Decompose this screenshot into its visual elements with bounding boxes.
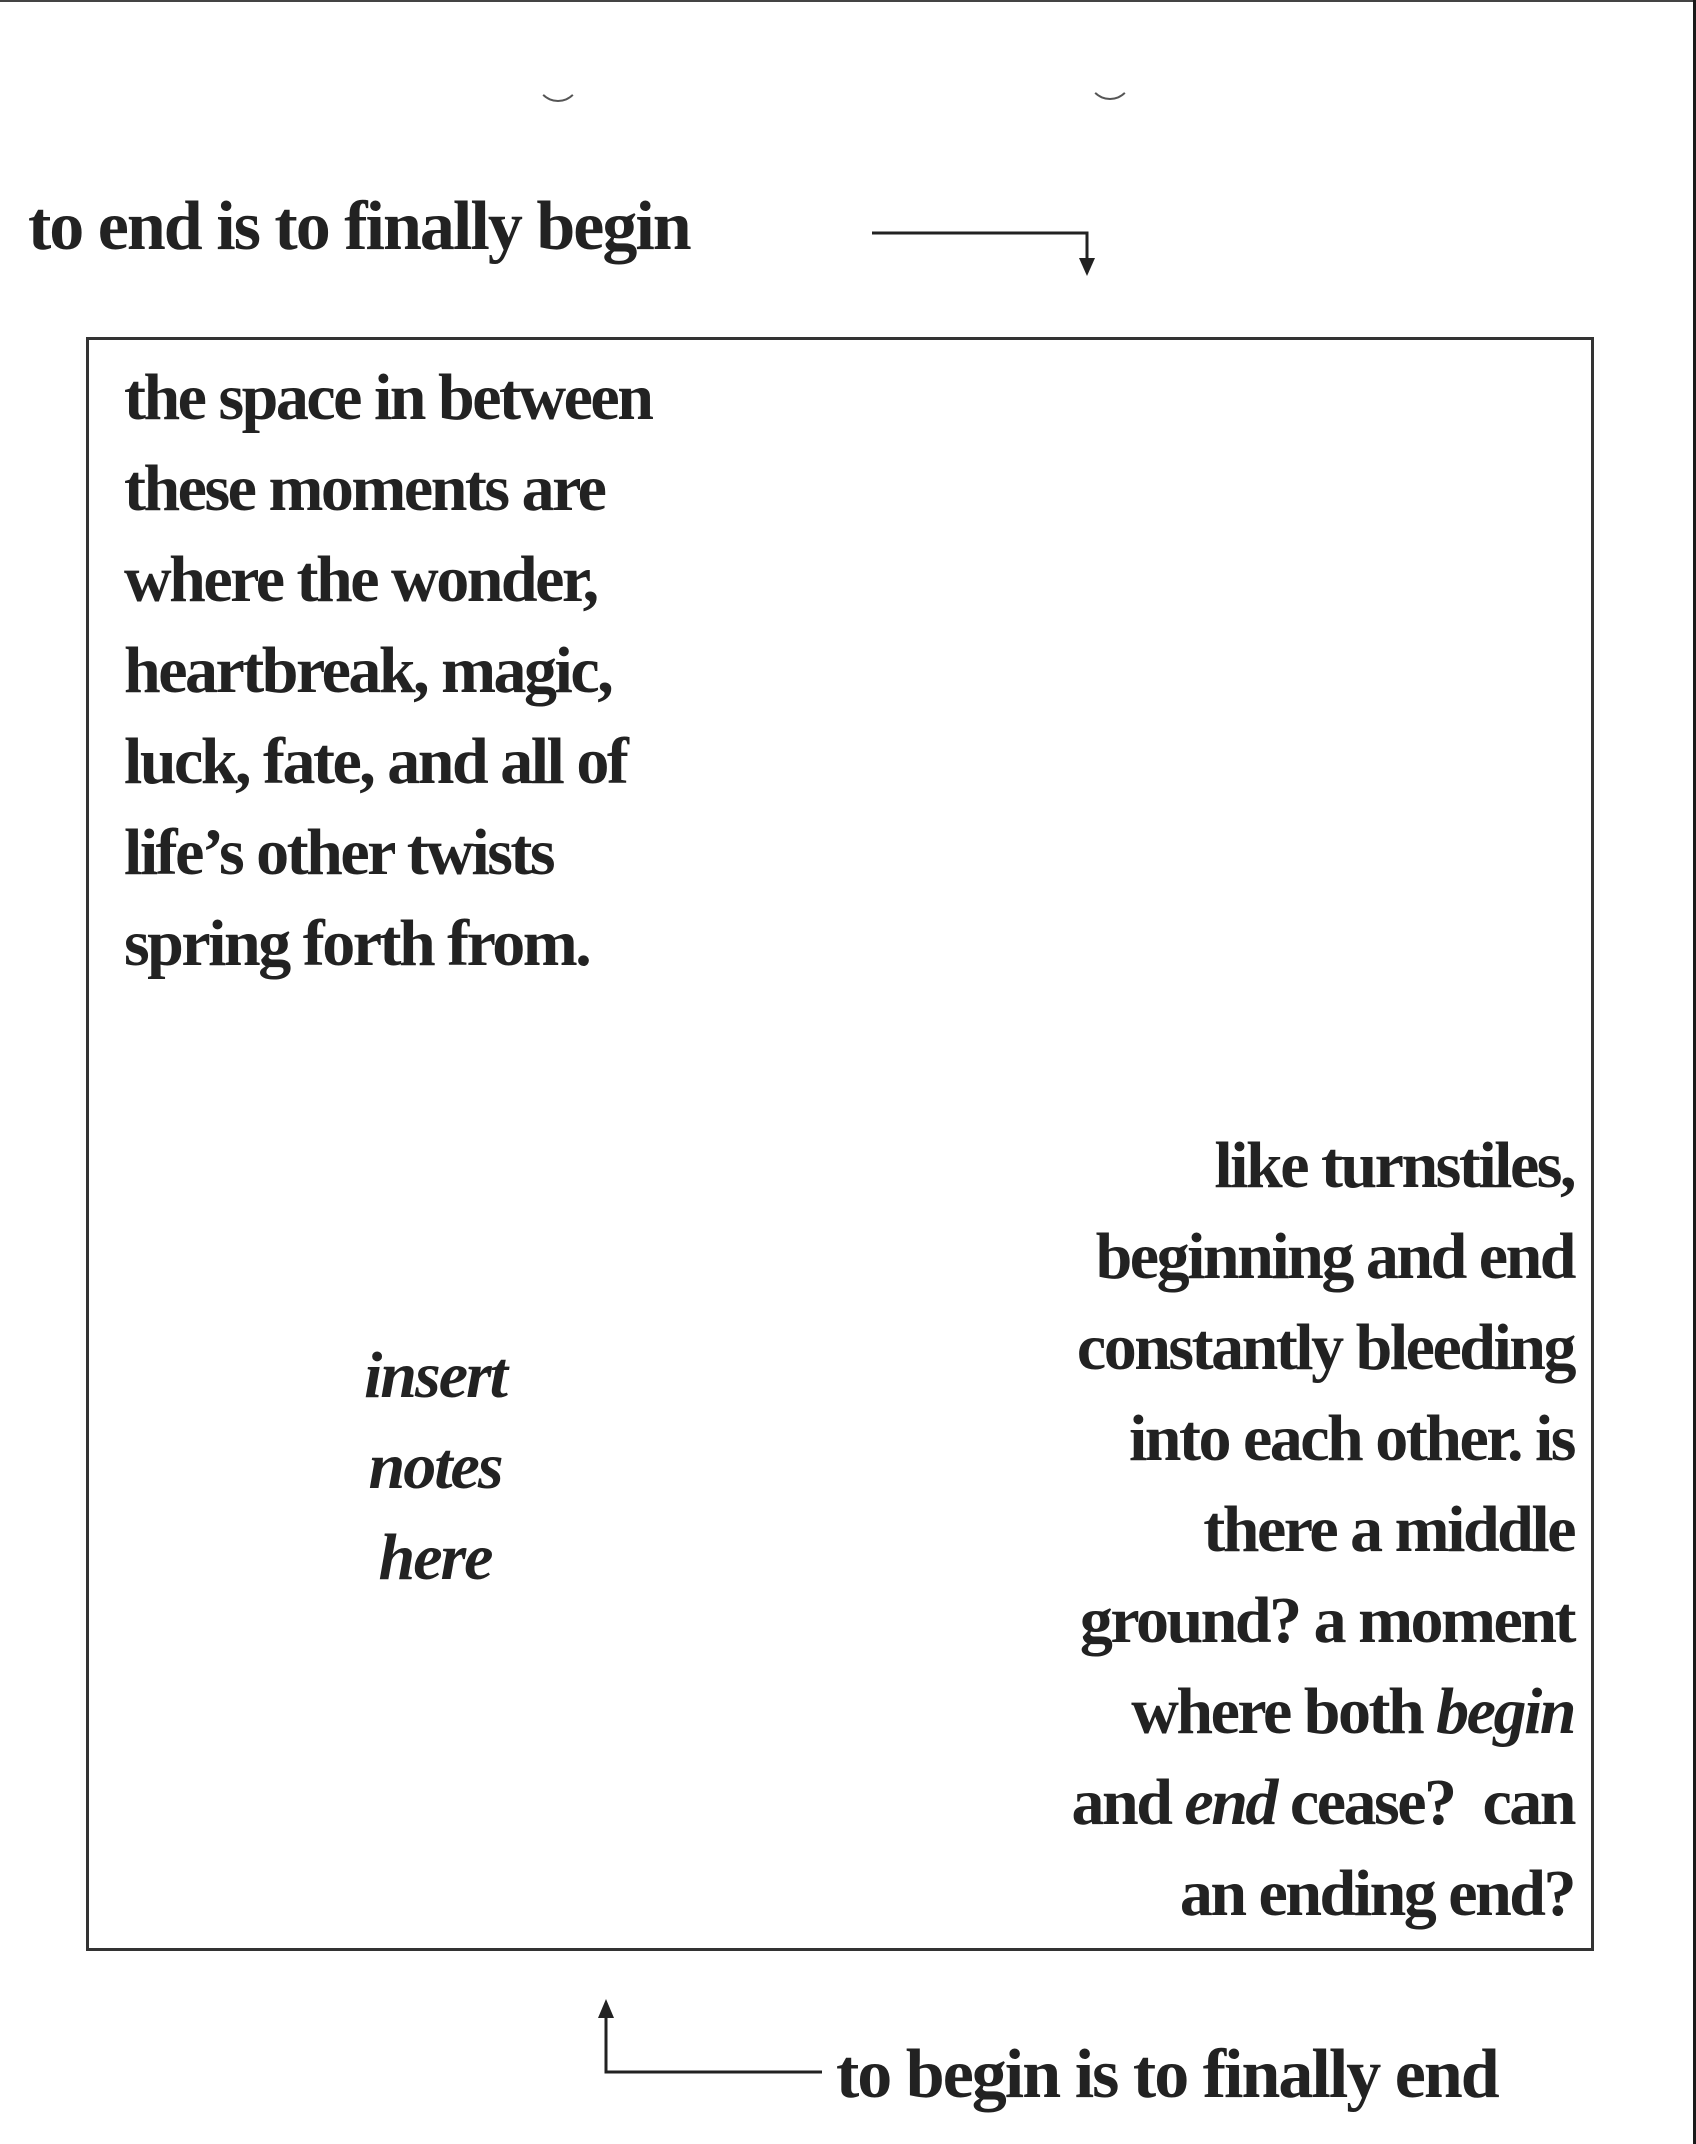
stanza-line: life’s other twists (124, 816, 554, 889)
arrow-down-icon (872, 214, 1106, 278)
stanza-text: cease? can (1275, 1766, 1574, 1839)
stanza-text: and (1071, 1766, 1185, 1839)
stanza-line: where the wonder, (124, 543, 597, 616)
notes-line: notes (368, 1430, 502, 1503)
stanza-line: spring forth from. (124, 907, 590, 980)
top-phrase: to end is to finally begin (28, 188, 690, 265)
emphasis-end: end (1184, 1766, 1276, 1839)
stanza-line: beginning and end (1095, 1220, 1574, 1293)
emphasis-begin: begin (1436, 1675, 1574, 1748)
notes-line: insert (363, 1339, 507, 1412)
stanza-line: constantly bleeding (1076, 1311, 1574, 1384)
notes-placeholder (280, 1330, 590, 1603)
left-stanza (124, 352, 844, 989)
bottom-phrase: to begin is to finally end (836, 2036, 1498, 2113)
notes-line: here (378, 1521, 492, 1594)
right-stanza (814, 1120, 1574, 1939)
stanza-line: like turnstiles, (1214, 1129, 1574, 1202)
arrow-up-icon (586, 1996, 822, 2080)
stanza-line: an ending end? (1179, 1857, 1574, 1930)
sheet-top-edge (0, 0, 1696, 2)
stanza-line: there a middle (1203, 1493, 1574, 1566)
stanza-line: these moments are (124, 452, 605, 525)
stanza-line: ground? a moment (1079, 1584, 1574, 1657)
stanza-line (814, 1757, 1574, 1848)
stanza-line: heartbreak, magic, (124, 634, 612, 707)
stanza-text: where both (1131, 1675, 1437, 1748)
punch-hole-mark (1088, 56, 1132, 100)
stanza-line (814, 1666, 1574, 1757)
stanza-line: the space in between (124, 361, 652, 434)
stanza-line: into each other. is (1128, 1402, 1574, 1475)
stanza-line: luck, fate, and all of (124, 725, 627, 798)
punch-hole-mark (536, 58, 580, 102)
